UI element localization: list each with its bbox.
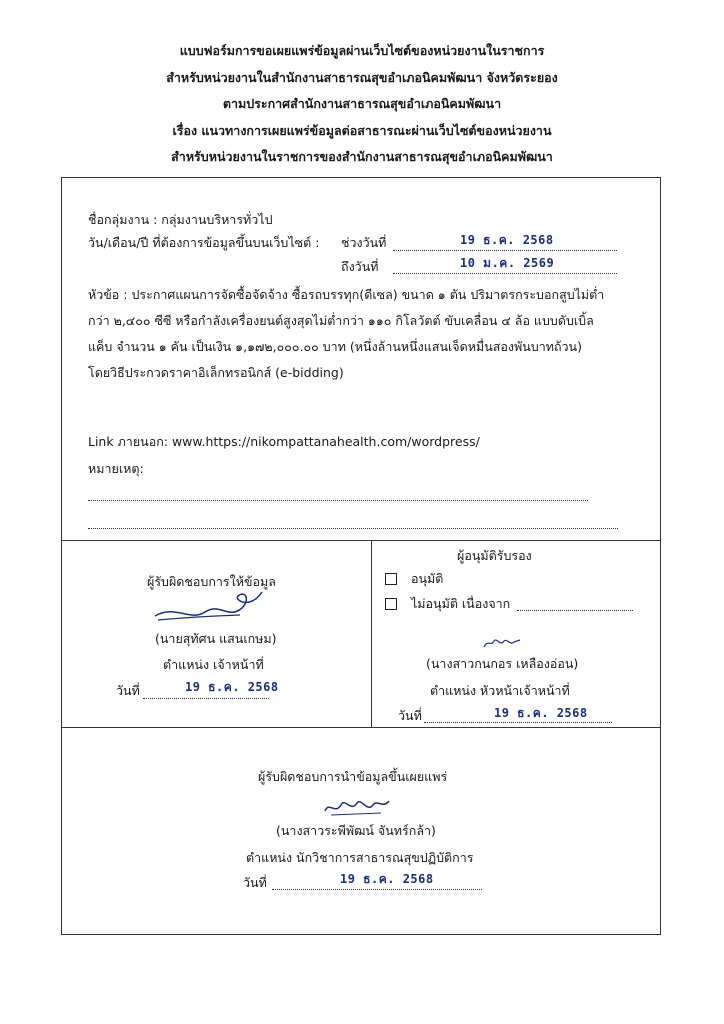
approver-signature — [482, 635, 522, 651]
group-label: ชื่อกลุ่มงาน : กลุ่มงานบริหารทั่วไป — [88, 212, 273, 227]
subject-line: โดยวิธีประกวดราคาอิเล็กทรอนิกส์ (e-bidding) — [88, 365, 344, 380]
reject-checkbox[interactable] — [385, 598, 397, 610]
subject-paragraph — [88, 282, 648, 386]
remark-line-1[interactable] — [88, 500, 588, 501]
approver-position: ตำแหน่ง หัวหน้าเจ้าหน้าที่ — [430, 683, 570, 698]
remark-line-2[interactable] — [88, 528, 618, 529]
provider-date-line — [143, 698, 269, 699]
approver-date-label: วันที่ — [398, 708, 422, 723]
approver-section — [371, 540, 661, 728]
header-title: แบบฟอร์มการขอเผยแพร่ข้อมูลผ่านเว็บไซต์ของหน่วยงานในราชการ — [179, 43, 545, 58]
provider-date-value[interactable]: 19 ธ.ค. 2568 — [185, 680, 279, 694]
publisher-name: (นางสาวระพีพัฒน์ จันทร์กล้า) — [276, 823, 436, 838]
provider-name: (นายสุทัศน แสนเกษม) — [155, 631, 277, 646]
period-to-label: ถึงวันที่ — [341, 259, 379, 274]
subject-line: แค็บ จำนวน ๑ คัน เป็นเงิน ๑,๑๗๒,๐๐๐.๐๐ บาท (หนึ่งล้านหนึ่งแสนเจ็ดหมื่นสองพันบาทถ้วน) — [88, 339, 582, 354]
header-scope: สำหรับหน่วยงานในราชการของสำนักงานสาธารณสุขอำเภอนิคมพัฒนา — [171, 149, 553, 164]
approver-title: ผู้อนุมัติรับรอง — [457, 548, 532, 563]
approver-name: (นางสาวกนกอร เหลืองอ่อน) — [426, 656, 579, 671]
date-label: วัน/เดือน/ปี ที่ต้องการข้อมูลขึ้นบนเว็บไซต์ : — [88, 235, 320, 250]
provider-signature — [150, 586, 270, 626]
form-header — [0, 38, 724, 171]
header-subject: เรื่อง แนวทางการเผยแพร่ข้อมูลต่อสาธารณะผ่านเว็บไซต์ของหน่วยงาน — [172, 122, 552, 138]
approver-date-value[interactable]: 19 ธ.ค. 2568 — [494, 706, 588, 720]
approve-label: อนุมัติ — [411, 571, 444, 586]
subject-line: หัวข้อ : ประกาศแผนการจัดซื้อจัดจ้าง ซื้อรถบรรทุก(ดีเซล) ขนาด ๑ ตัน ปริมาตรกระบอกสูบไม่ต่ำ — [88, 287, 605, 302]
provider-position: ตำแหน่ง เจ้าหน้าที่ — [163, 657, 264, 672]
publisher-date-value[interactable]: 19 ธ.ค. 2568 — [340, 872, 434, 886]
provider-title: ผู้รับผิดชอบการให้ข้อมูล — [147, 574, 276, 589]
remark-label: หมายเหตุ: — [88, 461, 144, 476]
header-announcement: ตามประกาศสำนักงานสาธารณสุขอำเภอนิคมพัฒนา — [222, 96, 502, 111]
header-subtitle: สำหรับหน่วยงานในสำนักงานสาธารณสุขอำเภอนิคมพัฒนา จังหวัดระยอง — [166, 69, 558, 85]
publisher-date-label: วันที่ — [243, 875, 267, 890]
publisher-position: ตำแหน่ง นักวิชาการสาธารณสุขปฏิบัติการ — [246, 850, 474, 865]
publisher-title: ผู้รับผิดชอบการนำข้อมูลขึ้นเผยแพร่ — [258, 769, 448, 784]
period-from-line — [393, 250, 617, 251]
period-to-value[interactable]: 10 ม.ค. 2569 — [460, 256, 555, 270]
subject-line: กว่า ๒,๔๐๐ ซีซี หรือกำลังเครื่องยนต์สูงสุดไม่ต่ำกว่า ๑๑๐ กิโลวัตต์ ขับเคลื่อน ๔ ล้อ แบบดับเบิ้ล — [88, 313, 594, 328]
provider-date-label: วันที่ — [116, 683, 140, 698]
period-to-line — [393, 273, 617, 274]
publisher-signature — [321, 793, 393, 821]
external-link[interactable]: Link ภายนอก: www.https://nikompattanahealth.com/wordpress/ — [88, 434, 480, 449]
period-from-label: ช่วงวันที่ — [341, 235, 387, 250]
period-from-value[interactable]: 19 ธ.ค. 2568 — [460, 233, 554, 247]
reject-reason-line[interactable] — [517, 610, 633, 611]
reject-label: ไม่อนุมัติ เนื่องจาก — [411, 596, 511, 611]
publisher-date-line — [272, 889, 482, 890]
approve-checkbox[interactable] — [385, 573, 397, 585]
